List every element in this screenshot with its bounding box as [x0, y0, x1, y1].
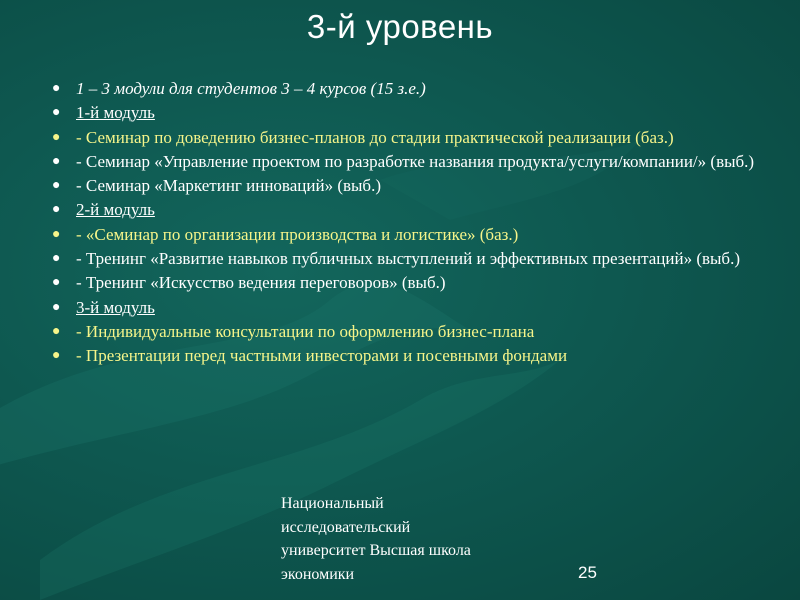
footer-institution	[281, 492, 541, 586]
list-item-text: - Тренинг «Развитие навыков публичных выступлений и эффективных презентаций» (выб.)	[76, 249, 740, 269]
bullet-icon: ●	[52, 202, 61, 218]
list-item-text: 1 – 3 модули для студентов 3 – 4 курсов (15 з.е.)	[76, 79, 426, 98]
bullet-list	[52, 78, 762, 370]
list-item	[52, 345, 762, 367]
list-item	[52, 175, 762, 197]
list-item-text: - Индивидуальные консультации по оформлению бизнес-плана	[76, 321, 535, 341]
footer-line: Национальный	[281, 495, 384, 512]
footer-line: экономики	[281, 565, 355, 583]
module-heading: 3-й модуль	[76, 297, 155, 317]
footer-line: исследовательский	[281, 518, 411, 536]
list-item-text: - Семинар «Маркетинг инноваций» (выб.)	[76, 176, 381, 196]
list-item	[52, 199, 762, 221]
list-item-text: - Семинар «Управление проектом по разработке названия продукта/услуги/компании/» (выб.)	[76, 151, 755, 171]
list-item	[52, 224, 762, 246]
list-item	[52, 127, 762, 149]
bullet-icon: ●	[52, 129, 61, 145]
slide-title: 3-й уровень	[306, 8, 494, 45]
list-item	[52, 297, 762, 319]
list-item	[52, 272, 762, 294]
list-item	[52, 102, 762, 124]
module-heading: 2-й модуль	[76, 200, 155, 220]
list-item	[52, 248, 762, 270]
bullet-icon: ●	[52, 178, 61, 194]
list-item-text: - Тренинг «Искусство ведения переговоров» (выб.)	[76, 273, 446, 293]
bullet-icon: ●	[52, 153, 61, 169]
module-heading: 1-й модуль	[76, 103, 155, 123]
bullet-icon: ●	[52, 251, 61, 267]
page-number: 25	[578, 563, 597, 582]
bullet-icon: ●	[52, 348, 61, 364]
list-item	[52, 78, 762, 100]
bullet-icon: ●	[52, 299, 61, 315]
bullet-icon: ●	[52, 275, 61, 291]
list-item-text: - Презентации перед частными инвесторами и посевными фондами	[76, 346, 568, 366]
list-item-text: - Семинар по доведению бизнес-планов до стадии практической реализации (баз.)	[76, 127, 674, 147]
list-item-text: - «Семинар по организации производства и логистике» (баз.)	[76, 224, 519, 244]
list-item	[52, 321, 762, 343]
bullet-icon: ●	[52, 226, 61, 242]
bullet-icon: ●	[52, 81, 61, 96]
bullet-icon: ●	[52, 105, 61, 121]
list-item	[52, 151, 762, 173]
footer-line: университет Высшая школа	[281, 542, 471, 559]
bullet-icon: ●	[52, 323, 61, 339]
